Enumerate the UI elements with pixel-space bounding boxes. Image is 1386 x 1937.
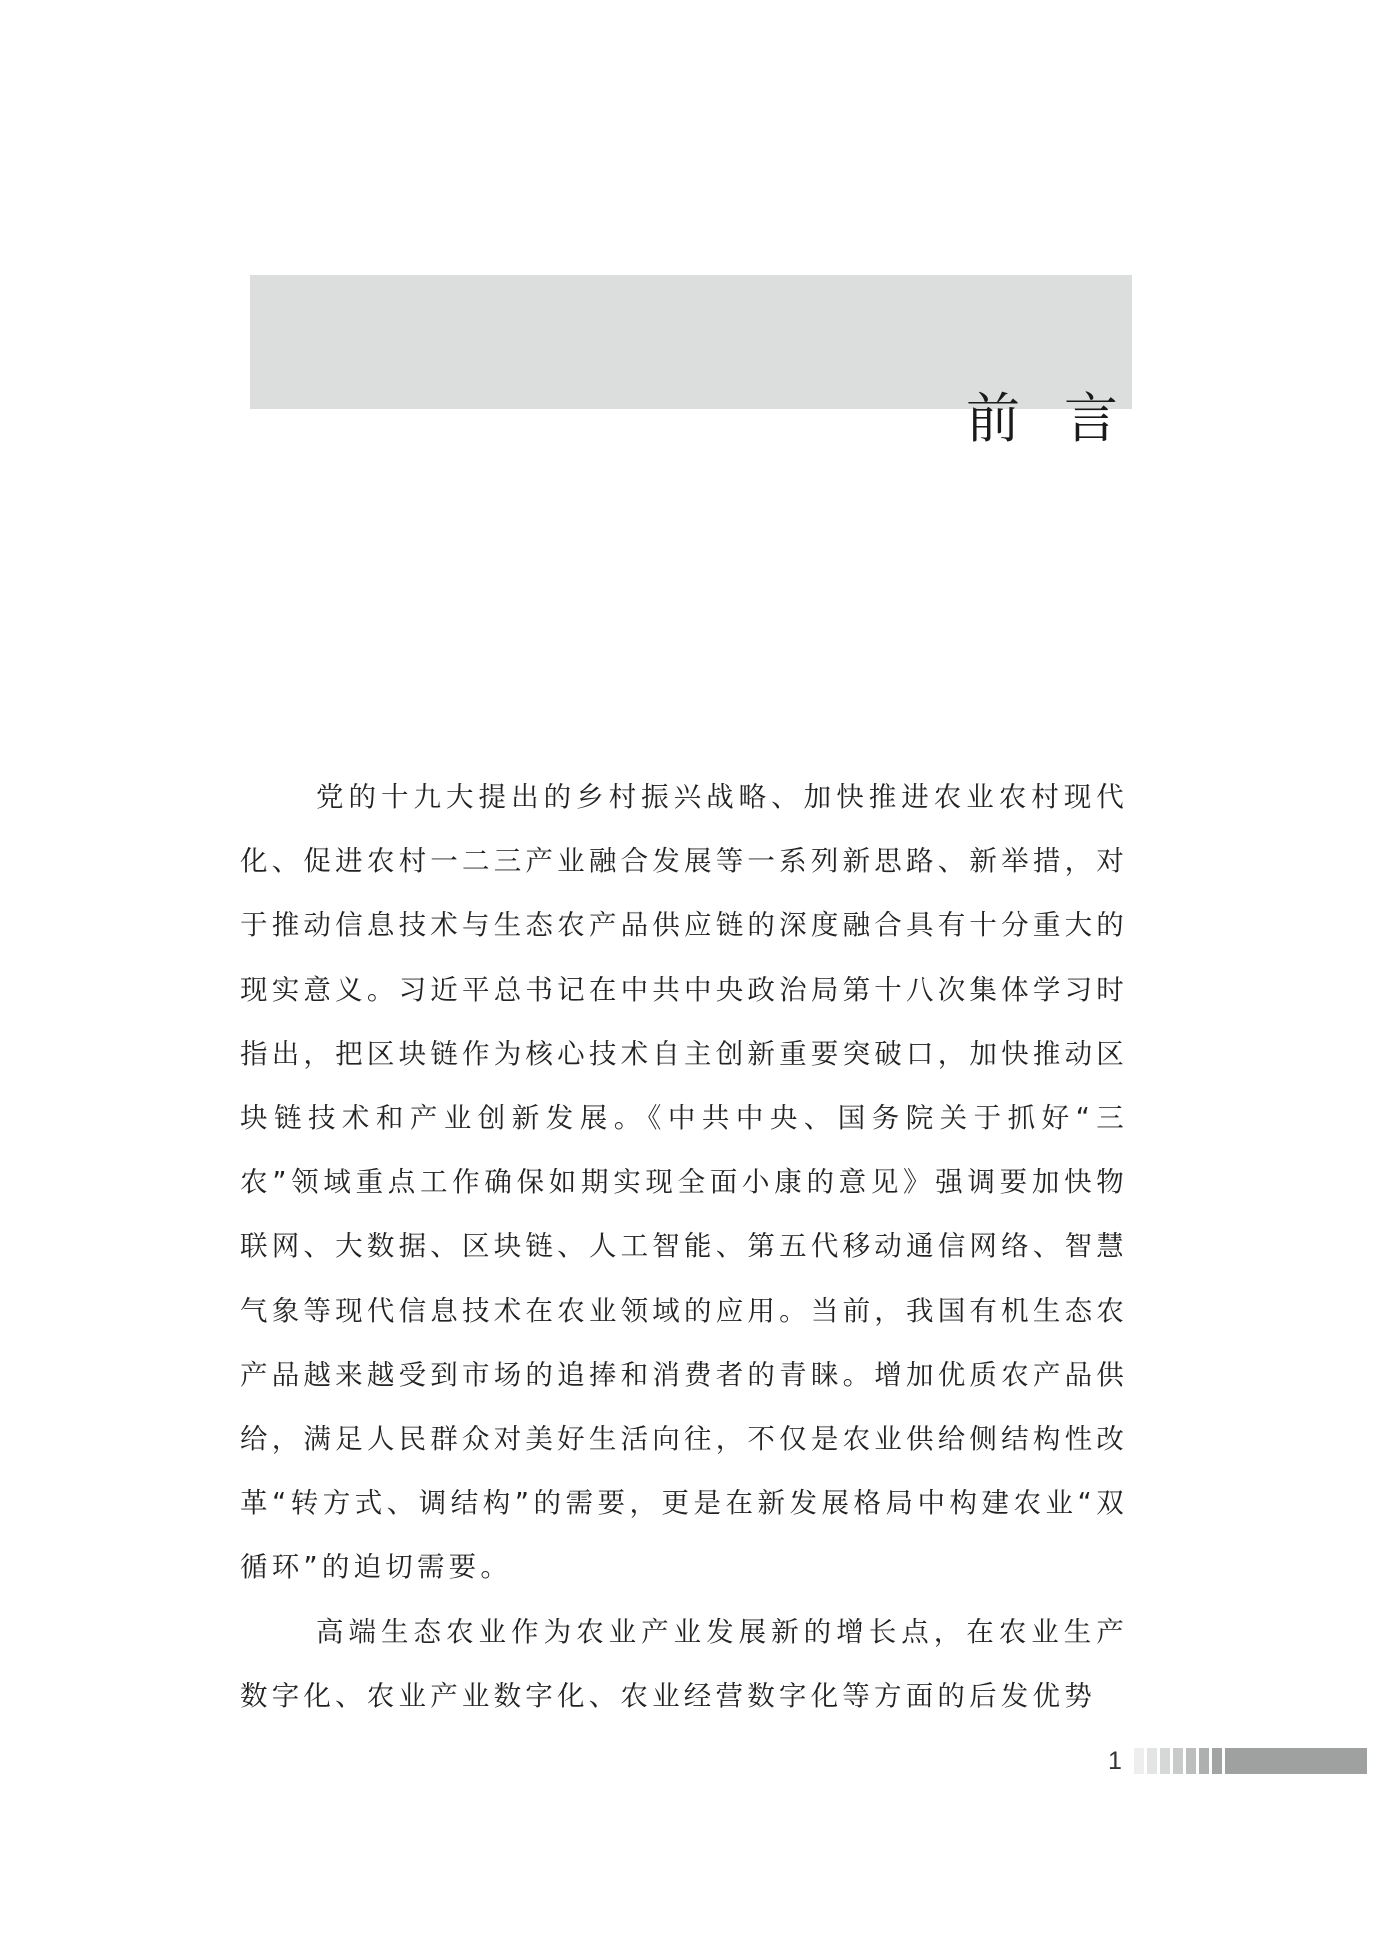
footer-segment — [1134, 1748, 1144, 1774]
footer-decoration — [1134, 1748, 1367, 1774]
page-footer — [1108, 1748, 1367, 1774]
body-text — [240, 765, 1128, 1728]
footer-segment — [1147, 1748, 1157, 1774]
footer-segment — [1199, 1748, 1209, 1774]
page-number: 1 — [1108, 1747, 1122, 1775]
paragraph-2: 高端生态农业作为农业产业发展新的增长点，在农业生产数字化、农业产业数字化、农业经营数字化等方面的后发优势 — [240, 1615, 1128, 1712]
footer-segment — [1212, 1748, 1222, 1774]
footer-segment — [1160, 1748, 1170, 1774]
footer-segment — [1186, 1748, 1196, 1774]
footer-bar — [1225, 1748, 1367, 1774]
footer-segment — [1173, 1748, 1183, 1774]
page-title: 前言 — [966, 387, 1162, 450]
paragraph-1: 党的十九大提出的乡村振兴战略、加快推进农业农村现代化、促进农村一二三产业融合发展等一系列新思路、新举措，对于推动信息技术与生态农产品供应链的深度融合具有十分重大的现实意义。习近平总书记在中共中央政治局第十八次集体学习时指出，把区块链作为核心技术自主创新重要突破口，加快推动区块链技术和产业创新发展。《中共中央、国务院关于抓好“三农”领域重点工作确保如期实现全面小康的意见》强调要加快物联网、大数据、区块链、人工智能、第五代移动通信网络、智慧气象等现代信息技术在农业领域的应用。当前，我国有机生态农产品越来越受到市场的追捧和消费者的青睐。增加优质农产品供给，满足人民群众对美好生活向往，不仅是农业供给侧结构性改革“转方式、调结构”的需要，更是在新发展格局中构建农业“双循环”的迫切需要。 — [240, 781, 1128, 1584]
